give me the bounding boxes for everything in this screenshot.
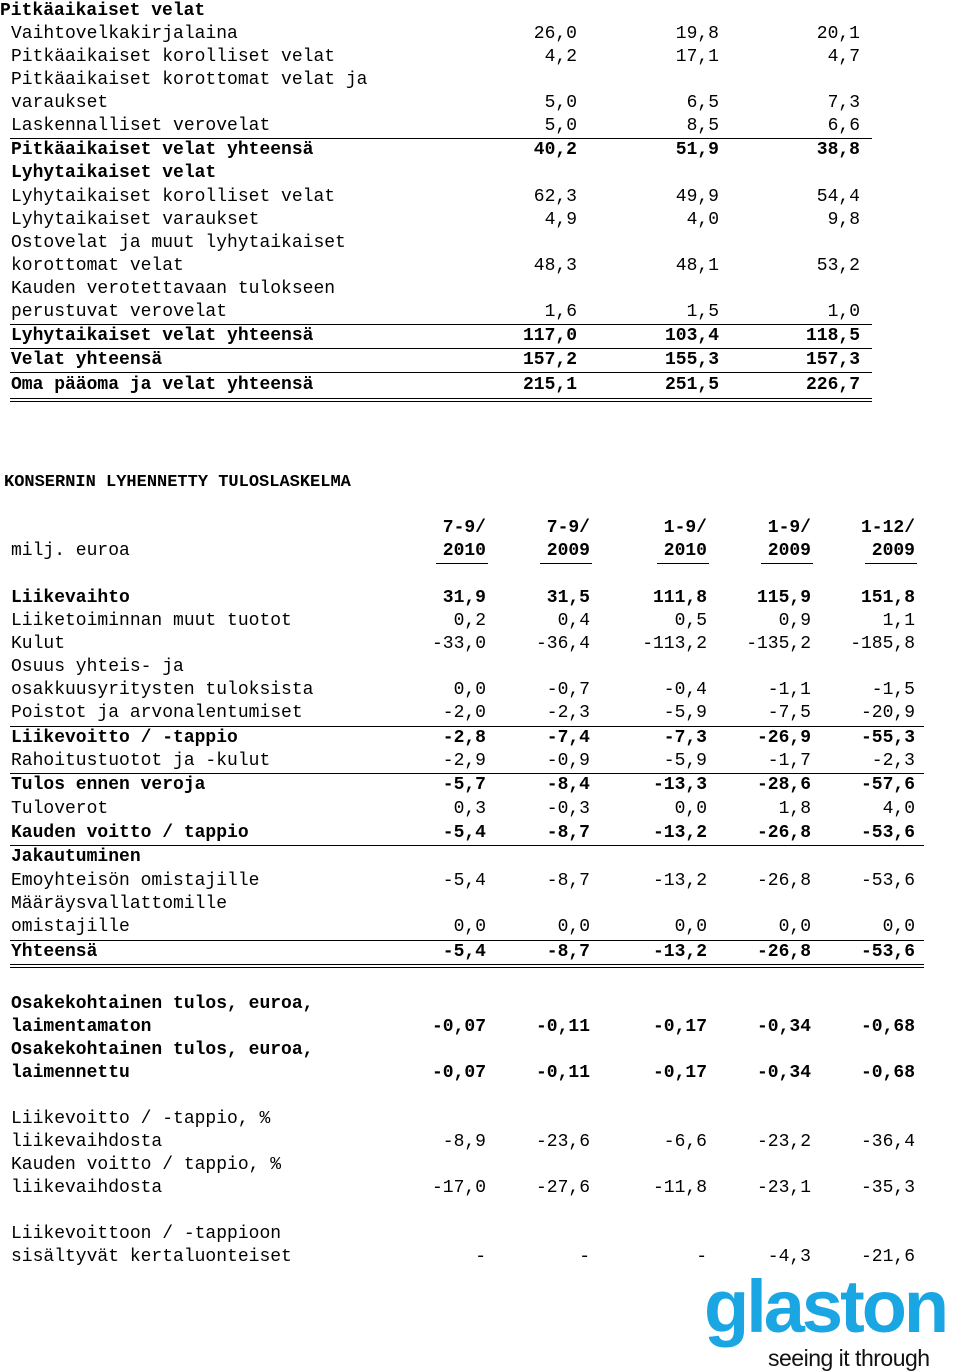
logo-tagline: seeing it through: [768, 1345, 930, 1371]
row-value: 155,3: [664, 350, 719, 370]
row-label: Liikevoittoon / -tappioon: [11, 1224, 282, 1244]
row-value: 1,8: [778, 799, 811, 819]
row-label: Laskennalliset verovelat: [11, 116, 271, 136]
row-value: 20,1: [816, 24, 860, 44]
table-rule: [10, 773, 924, 774]
row-value: 111,8: [652, 588, 707, 608]
row-value: -8,4: [546, 775, 590, 795]
row-value: -20,9: [860, 703, 915, 723]
row-value: -113,2: [642, 634, 707, 654]
row-label: Lyhytaikaiset velat: [11, 163, 217, 183]
row-value: -13,2: [652, 871, 707, 891]
header-underline: [865, 563, 917, 564]
row-value: -26,8: [756, 942, 811, 962]
row-label: liikevaihdosta: [11, 1132, 163, 1152]
table-rule: [10, 348, 872, 349]
row-value: 118,5: [805, 326, 860, 346]
row-value: 17,1: [675, 47, 719, 67]
row-value: 0,0: [674, 917, 707, 937]
row-label: Emoyhteisön omistajille: [11, 871, 260, 891]
year-header: 2009: [546, 541, 590, 561]
row-value: 157,3: [805, 350, 860, 370]
row-value: -: [696, 1247, 707, 1267]
row-value: 1,6: [544, 302, 577, 322]
row-value: 0,0: [778, 917, 811, 937]
row-value: -: [579, 1247, 590, 1267]
income-row: [11, 1016, 931, 1039]
row-value: 8,5: [686, 116, 719, 136]
header-underline: [540, 563, 592, 564]
row-value: 7,3: [827, 93, 860, 113]
year-header: 2010: [442, 541, 486, 561]
row-value: -5,4: [442, 823, 486, 843]
row-value: 4,2: [544, 47, 577, 67]
income-row: [11, 1108, 931, 1131]
income-row: [11, 610, 931, 633]
row-value: -2,3: [871, 751, 915, 771]
unit-label: milj. euroa: [11, 541, 130, 561]
row-label: Liiketoiminnan muut tuotot: [11, 611, 292, 631]
table-rule: [10, 138, 872, 139]
row-label: Velat yhteensä: [11, 350, 163, 370]
income-row: [11, 941, 931, 964]
balance-row: [0, 0, 871, 23]
row-value: 6,6: [827, 116, 860, 136]
row-value: 49,9: [675, 187, 719, 207]
row-value: -36,4: [860, 1132, 915, 1152]
row-label: Lyhytaikaiset velat yhteensä: [11, 326, 314, 346]
income-row: [11, 1131, 931, 1154]
row-value: -28,6: [756, 775, 811, 795]
row-value: -35,3: [860, 1178, 915, 1198]
row-value: -2,9: [442, 751, 486, 771]
income-row: [11, 1154, 931, 1177]
table-rule: [10, 398, 872, 402]
row-value: -11,8: [652, 1178, 707, 1198]
row-value: 0,3: [453, 799, 486, 819]
row-value: -0,7: [546, 680, 590, 700]
period-header: 1-9/: [663, 518, 707, 538]
row-value: -0,34: [756, 1017, 811, 1037]
row-value: 19,8: [675, 24, 719, 44]
balance-row: [11, 301, 871, 324]
header-underline: [657, 563, 709, 564]
row-value: -13,2: [652, 942, 707, 962]
row-value: 51,9: [675, 140, 719, 160]
row-label: Kauden verotettavaan tulokseen: [11, 279, 336, 299]
row-label: Pitkäaikaiset korolliset velat: [11, 47, 336, 67]
row-value: -23,1: [756, 1178, 811, 1198]
balance-row: [11, 46, 871, 69]
row-label: Pitkäaikaiset korottomat velat ja: [11, 70, 368, 90]
row-label: Tuloverot: [11, 799, 109, 819]
row-value: 0,9: [778, 611, 811, 631]
row-value: -13,3: [652, 775, 707, 795]
year-header: 2009: [871, 541, 915, 561]
row-label: Kulut: [11, 634, 66, 654]
row-label: Poistot ja arvonalentumiset: [11, 703, 303, 723]
row-label: sisältyvät kertaluonteiset: [11, 1247, 292, 1267]
row-value: 4,9: [544, 210, 577, 230]
row-value: 0,2: [453, 611, 486, 631]
table-rule: [10, 940, 924, 941]
row-value: 0,5: [674, 611, 707, 631]
row-value: 40,2: [533, 140, 577, 160]
income-row: [11, 846, 931, 869]
table-rule: [10, 964, 924, 968]
row-value: -185,8: [850, 634, 915, 654]
row-value: -1,1: [767, 680, 811, 700]
income-row: [11, 798, 931, 821]
table-rule: [10, 845, 924, 846]
row-value: 54,4: [816, 187, 860, 207]
row-value: -135,2: [746, 634, 811, 654]
row-label: Liikevoitto / -tappio: [11, 728, 238, 748]
row-value: -13,2: [652, 823, 707, 843]
row-label: liikevaihdosta: [11, 1178, 163, 1198]
balance-row: [11, 92, 871, 115]
income-row: [11, 1062, 931, 1085]
row-value: 1,1: [882, 611, 915, 631]
income-row: [11, 679, 931, 702]
logo-wordmark: glaston: [704, 1265, 947, 1348]
row-label: Osakekohtainen tulos, euroa,: [11, 994, 314, 1014]
row-value: -2,8: [442, 728, 486, 748]
row-value: -0,07: [431, 1063, 486, 1083]
balance-row: [11, 115, 871, 138]
row-value: 0,0: [557, 917, 590, 937]
header-underline: [761, 563, 813, 564]
row-value: 26,0: [533, 24, 577, 44]
row-label: Osuus yhteis- ja: [11, 657, 184, 677]
row-value: 103,4: [664, 326, 719, 346]
row-value: -5,4: [442, 942, 486, 962]
balance-row: [11, 69, 871, 92]
row-value: 38,8: [816, 140, 860, 160]
row-label: Vaihtovelkakirjalaina: [11, 24, 238, 44]
row-label: Pitkäaikaiset velat: [0, 1, 206, 21]
period-header: 1-9/: [767, 518, 811, 538]
row-label: Kauden voitto / tappio: [11, 823, 249, 843]
row-label: Määräysvallattomille: [11, 894, 228, 914]
row-value: -0,68: [860, 1063, 915, 1083]
row-value: -0,9: [546, 751, 590, 771]
balance-row: [11, 186, 871, 209]
row-label: osakkuusyritysten tuloksista: [11, 680, 314, 700]
income-row: [11, 750, 931, 773]
row-value: 157,2: [522, 350, 577, 370]
income-row: [11, 870, 931, 893]
row-label: laimentamaton: [11, 1017, 152, 1037]
row-label: perustuvat verovelat: [11, 302, 228, 322]
row-value: -8,7: [546, 942, 590, 962]
income-row: [11, 993, 931, 1016]
row-value: -0,11: [535, 1063, 590, 1083]
row-value: -1,5: [871, 680, 915, 700]
year-header: 2010: [663, 541, 707, 561]
balance-row: [11, 349, 871, 372]
row-value: 4,0: [686, 210, 719, 230]
row-label: korottomat velat: [11, 256, 184, 276]
row-value: 31,9: [442, 588, 486, 608]
balance-row: [11, 255, 871, 278]
row-value: 1,5: [686, 302, 719, 322]
row-label: Lyhytaikaiset korolliset velat: [11, 187, 336, 207]
row-label: Tulos ennen veroja: [11, 775, 206, 795]
row-value: 48,3: [533, 256, 577, 276]
row-value: -8,7: [546, 871, 590, 891]
row-value: -26,8: [756, 871, 811, 891]
row-value: -2,3: [546, 703, 590, 723]
row-value: 53,2: [816, 256, 860, 276]
row-value: -5,9: [663, 751, 707, 771]
row-value: -26,9: [756, 728, 811, 748]
row-value: -7,5: [767, 703, 811, 723]
row-value: 215,1: [522, 375, 577, 395]
income-row: [11, 774, 931, 797]
row-value: 48,1: [675, 256, 719, 276]
row-value: -53,6: [860, 823, 915, 843]
row-value: 4,7: [827, 47, 860, 67]
row-value: -7,3: [663, 728, 707, 748]
row-label: Kauden voitto / tappio, %: [11, 1155, 282, 1175]
balance-row: [11, 374, 871, 397]
row-value: 6,5: [686, 93, 719, 113]
row-value: 31,5: [546, 588, 590, 608]
balance-row: [11, 278, 871, 301]
row-value: 5,0: [544, 93, 577, 113]
income-row: [11, 1223, 931, 1246]
row-value: 1,0: [827, 302, 860, 322]
row-value: 115,9: [756, 588, 811, 608]
row-value: -6,6: [663, 1132, 707, 1152]
row-value: 0,4: [557, 611, 590, 631]
row-value: -27,6: [535, 1178, 590, 1198]
row-value: -4,3: [767, 1247, 811, 1267]
table-rule: [10, 324, 872, 325]
row-value: -5,7: [442, 775, 486, 795]
row-value: -21,6: [860, 1247, 915, 1267]
income-row: [11, 1039, 931, 1062]
row-value: 4,0: [882, 799, 915, 819]
glaston-logo: [704, 1265, 956, 1371]
row-value: -23,2: [756, 1132, 811, 1152]
row-value: -: [475, 1247, 486, 1267]
period-header: 7-9/: [546, 518, 590, 538]
period-header: 7-9/: [442, 518, 486, 538]
row-value: -53,6: [860, 871, 915, 891]
row-value: 251,5: [664, 375, 719, 395]
row-value: -23,6: [535, 1132, 590, 1152]
row-value: 62,3: [533, 187, 577, 207]
row-value: -8,7: [546, 823, 590, 843]
row-label: Ostovelat ja muut lyhytaikaiset: [11, 233, 346, 253]
table-rule: [10, 726, 924, 727]
header-underline: [436, 563, 488, 564]
row-value: 226,7: [805, 375, 860, 395]
row-value: 0,0: [674, 799, 707, 819]
row-value: -55,3: [860, 728, 915, 748]
row-value: -0,4: [663, 680, 707, 700]
row-value: 117,0: [522, 326, 577, 346]
table-rule: [10, 372, 872, 373]
row-label: Jakautuminen: [11, 847, 141, 867]
row-label: Lyhytaikaiset varaukset: [11, 210, 260, 230]
row-value: -5,4: [442, 871, 486, 891]
row-value: -1,7: [767, 751, 811, 771]
row-value: -36,4: [535, 634, 590, 654]
row-value: 151,8: [860, 588, 915, 608]
period-header: 1-12/: [860, 518, 915, 538]
balance-row: [11, 232, 871, 255]
row-value: -0,34: [756, 1063, 811, 1083]
balance-row: [11, 139, 871, 162]
row-value: 0,0: [453, 680, 486, 700]
row-label: laimennettu: [11, 1063, 130, 1083]
income-row: [11, 633, 931, 656]
row-value: 0,0: [453, 917, 486, 937]
balance-row: [11, 209, 871, 232]
row-value: -2,0: [442, 703, 486, 723]
row-value: -0,68: [860, 1017, 915, 1037]
row-value: 9,8: [827, 210, 860, 230]
income-row: [11, 916, 931, 939]
row-value: -17,0: [431, 1178, 486, 1198]
balance-row: [11, 162, 871, 185]
row-value: 5,0: [544, 116, 577, 136]
row-value: -26,8: [756, 823, 811, 843]
row-value: -5,9: [663, 703, 707, 723]
row-label: omistajille: [11, 917, 130, 937]
income-row: [11, 587, 931, 610]
income-row: [11, 822, 931, 845]
income-row: [11, 727, 931, 750]
year-header: 2009: [767, 541, 811, 561]
row-value: -0,17: [652, 1017, 707, 1037]
income-statement-title: KONSERNIN LYHENNETTY TULOSLASKELMA: [4, 473, 351, 492]
income-row: [11, 1177, 931, 1200]
row-value: -7,4: [546, 728, 590, 748]
row-label: Liikevoitto / -tappio, %: [11, 1109, 271, 1129]
row-label: Osakekohtainen tulos, euroa,: [11, 1040, 314, 1060]
row-label: Rahoitustuotot ja -kulut: [11, 751, 271, 771]
row-value: -8,9: [442, 1132, 486, 1152]
row-label: Pitkäaikaiset velat yhteensä: [11, 140, 314, 160]
row-value: -33,0: [431, 634, 486, 654]
row-label: Yhteensä: [11, 942, 98, 962]
row-label: Oma pääoma ja velat yhteensä: [11, 375, 314, 395]
row-value: -0,11: [535, 1017, 590, 1037]
income-row: [11, 702, 931, 725]
row-value: -0,07: [431, 1017, 486, 1037]
row-label: varaukset: [11, 93, 109, 113]
row-value: -0,17: [652, 1063, 707, 1083]
row-value: -53,6: [860, 942, 915, 962]
balance-row: [11, 325, 871, 348]
row-value: 0,0: [882, 917, 915, 937]
balance-row: [11, 23, 871, 46]
row-label: Liikevaihto: [11, 588, 130, 608]
row-value: -57,6: [860, 775, 915, 795]
row-value: -0,3: [546, 799, 590, 819]
income-row: [11, 893, 931, 916]
income-row: [11, 656, 931, 679]
